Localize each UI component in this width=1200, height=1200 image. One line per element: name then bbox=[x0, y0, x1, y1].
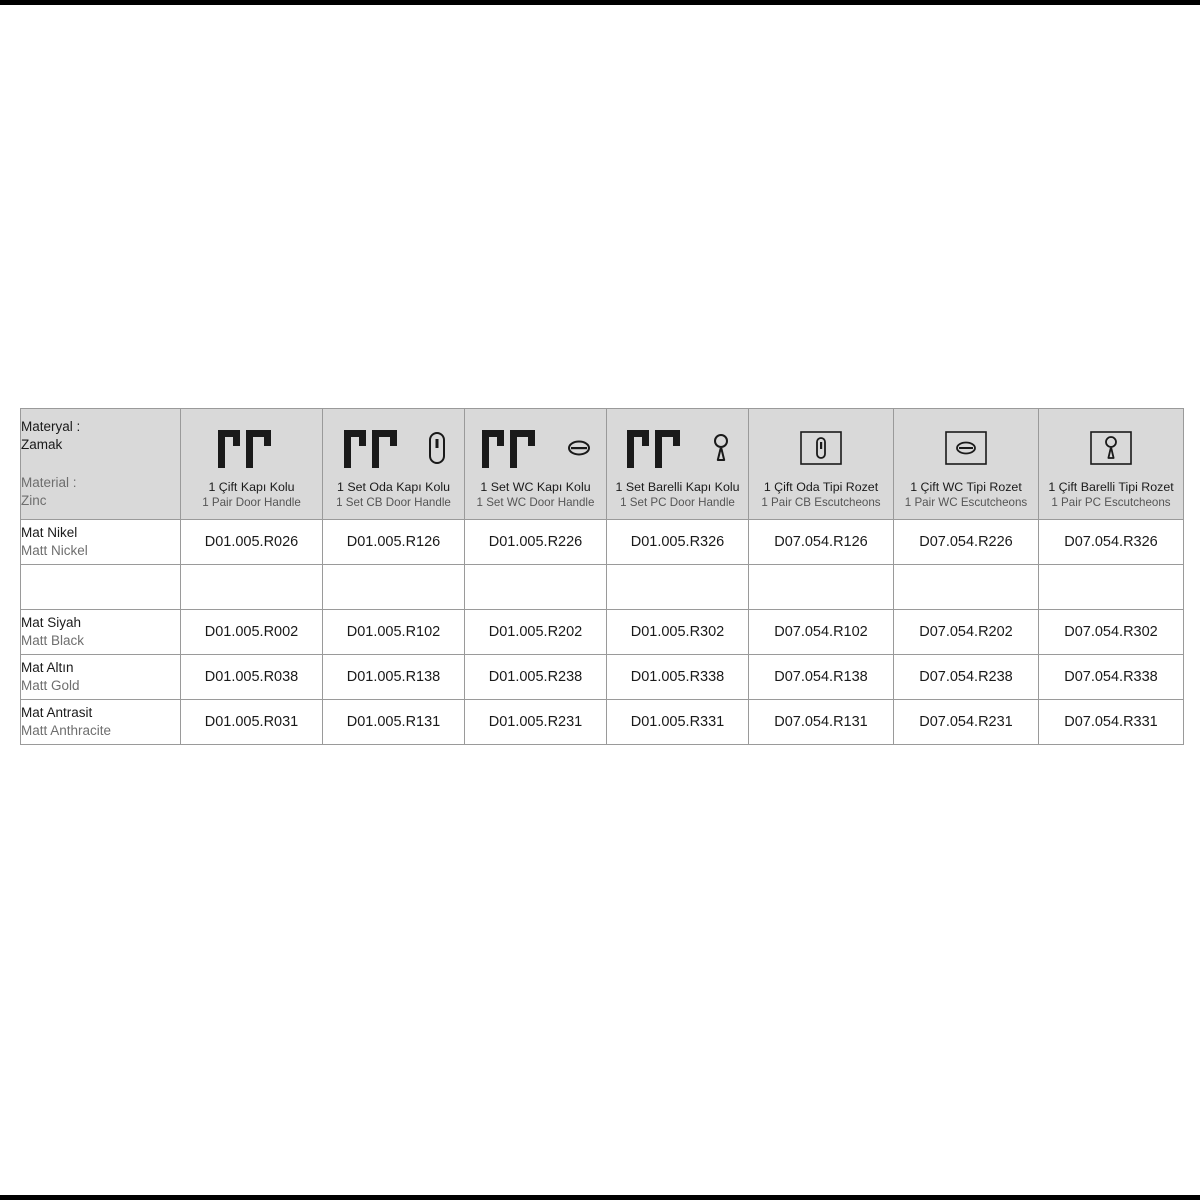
finish-name-en: Matt Gold bbox=[21, 678, 80, 693]
icon-zone bbox=[1039, 412, 1183, 480]
column-header-cb-door-handle-set bbox=[323, 409, 465, 520]
product-code: D07.054.R326 bbox=[1039, 520, 1184, 565]
cb-escutcheon-icon bbox=[797, 427, 845, 469]
finish-label-cell bbox=[21, 610, 181, 655]
column-caption-tr: 1 Çift Kapı Kolu bbox=[208, 480, 295, 494]
product-code: D01.005.R226 bbox=[465, 520, 607, 565]
column-caption-tr: 1 Set Barelli Kapı Kolu bbox=[615, 480, 740, 494]
product-code bbox=[1039, 565, 1184, 610]
column-caption-tr: 1 Set Oda Kapı Kolu bbox=[337, 480, 450, 494]
material-header-cell bbox=[21, 409, 181, 520]
finish-name-en: Matt Anthracite bbox=[21, 723, 112, 738]
product-code bbox=[607, 565, 749, 610]
icon-zone bbox=[181, 412, 322, 480]
column-caption-en: 1 Pair CB Escutcheons bbox=[761, 496, 881, 509]
finish-name-tr: Mat Antrasit bbox=[21, 705, 93, 720]
door-handle-pair-icon bbox=[216, 424, 288, 472]
product-code: D07.054.R202 bbox=[894, 610, 1039, 655]
product-code: D01.005.R126 bbox=[323, 520, 465, 565]
product-code: D07.054.R126 bbox=[749, 520, 894, 565]
icon-zone bbox=[894, 412, 1038, 480]
door-handle-with-cb-rose-icon bbox=[342, 424, 414, 472]
product-code: D01.005.R338 bbox=[607, 655, 749, 700]
product-code: D01.005.R302 bbox=[607, 610, 749, 655]
column-caption-en: 1 Set PC Door Handle bbox=[620, 496, 735, 509]
material-value-tr: Zamak bbox=[21, 437, 63, 452]
finish-label-cell bbox=[21, 520, 181, 565]
product-code: D01.005.R231 bbox=[465, 700, 607, 745]
column-caption-en: 1 Pair PC Escutcheons bbox=[1051, 496, 1171, 509]
column-header-wc-escutcheon bbox=[894, 409, 1039, 520]
column-caption-en: 1 Set WC Door Handle bbox=[476, 496, 595, 509]
product-code bbox=[749, 565, 894, 610]
icon-zone bbox=[749, 412, 893, 480]
finish-label-cell bbox=[21, 565, 181, 610]
column-caption-tr: 1 Çift Oda Tipi Rozet bbox=[763, 480, 879, 494]
product-code bbox=[465, 565, 607, 610]
product-code: D07.054.R338 bbox=[1039, 655, 1184, 700]
finish-name-tr: Mat Nikel bbox=[21, 525, 78, 540]
finish-label-cell bbox=[21, 655, 181, 700]
column-header-pc-door-handle-set bbox=[607, 409, 749, 520]
material-value-en: Zinc bbox=[21, 493, 47, 508]
table-row bbox=[21, 610, 1184, 655]
finish-label-cell bbox=[21, 700, 181, 745]
product-code: D01.005.R326 bbox=[607, 520, 749, 565]
pc-escutcheon-icon bbox=[1087, 427, 1135, 469]
product-code: D01.005.R031 bbox=[181, 700, 323, 745]
product-code: D07.054.R302 bbox=[1039, 610, 1184, 655]
icon-zone bbox=[465, 412, 606, 480]
column-caption-en: 1 Pair WC Escutcheons bbox=[904, 496, 1028, 509]
column-caption-en: 1 Set CB Door Handle bbox=[336, 496, 451, 509]
top-rule bbox=[0, 0, 1200, 5]
product-code bbox=[323, 565, 465, 610]
table-row bbox=[21, 520, 1184, 565]
wc-escutcheon-icon bbox=[942, 427, 990, 469]
finish-name-en: Matt Nickel bbox=[21, 543, 88, 558]
cb-rose-icon bbox=[428, 431, 446, 465]
finish-name-en: Matt Black bbox=[21, 633, 85, 648]
product-code: D01.005.R026 bbox=[181, 520, 323, 565]
euro-cylinder-keyhole-icon bbox=[711, 432, 731, 464]
column-header-pc-escutcheon bbox=[1039, 409, 1184, 520]
product-code: D07.054.R226 bbox=[894, 520, 1039, 565]
finish-name-tr: Mat Altın bbox=[21, 660, 74, 675]
table-row bbox=[21, 655, 1184, 700]
table-row-empty bbox=[21, 565, 1184, 610]
product-code: D07.054.R238 bbox=[894, 655, 1039, 700]
product-code: D01.005.R131 bbox=[323, 700, 465, 745]
column-header-pair-door-handle bbox=[181, 409, 323, 520]
product-code-sheet bbox=[20, 408, 1180, 745]
finish-name-tr: Mat Siyah bbox=[21, 615, 82, 630]
product-code: D07.054.R231 bbox=[894, 700, 1039, 745]
product-code: D01.005.R102 bbox=[323, 610, 465, 655]
column-caption-en: 1 Pair Door Handle bbox=[202, 496, 301, 509]
door-handle-with-pc-rose-icon bbox=[625, 424, 697, 472]
icon-zone bbox=[607, 412, 748, 480]
product-code: D01.005.R002 bbox=[181, 610, 323, 655]
table-row bbox=[21, 700, 1184, 745]
product-code: D07.054.R138 bbox=[749, 655, 894, 700]
product-code: D07.054.R131 bbox=[749, 700, 894, 745]
product-code bbox=[894, 565, 1039, 610]
product-code: D01.005.R238 bbox=[465, 655, 607, 700]
product-code: D07.054.R102 bbox=[749, 610, 894, 655]
product-code-table bbox=[20, 408, 1184, 745]
product-code: D07.054.R331 bbox=[1039, 700, 1184, 745]
product-code bbox=[181, 565, 323, 610]
product-code: D01.005.R138 bbox=[323, 655, 465, 700]
column-caption-tr: 1 Set WC Kapı Kolu bbox=[480, 480, 591, 494]
column-caption-tr: 1 Çift Barelli Tipi Rozet bbox=[1048, 480, 1174, 494]
product-code: D01.005.R038 bbox=[181, 655, 323, 700]
column-caption-tr: 1 Çift WC Tipi Rozet bbox=[910, 480, 1022, 494]
bottom-rule bbox=[0, 1195, 1200, 1200]
column-header-cb-escutcheon bbox=[749, 409, 894, 520]
wc-turn-icon bbox=[566, 437, 592, 459]
product-code: D01.005.R331 bbox=[607, 700, 749, 745]
table-header-row bbox=[21, 409, 1184, 520]
product-code: D01.005.R202 bbox=[465, 610, 607, 655]
material-label-tr: Materyal : bbox=[21, 419, 81, 434]
material-label-en: Material : bbox=[21, 475, 77, 490]
door-handle-with-wc-rose-icon bbox=[480, 424, 552, 472]
icon-zone bbox=[323, 412, 464, 480]
column-header-wc-door-handle-set bbox=[465, 409, 607, 520]
